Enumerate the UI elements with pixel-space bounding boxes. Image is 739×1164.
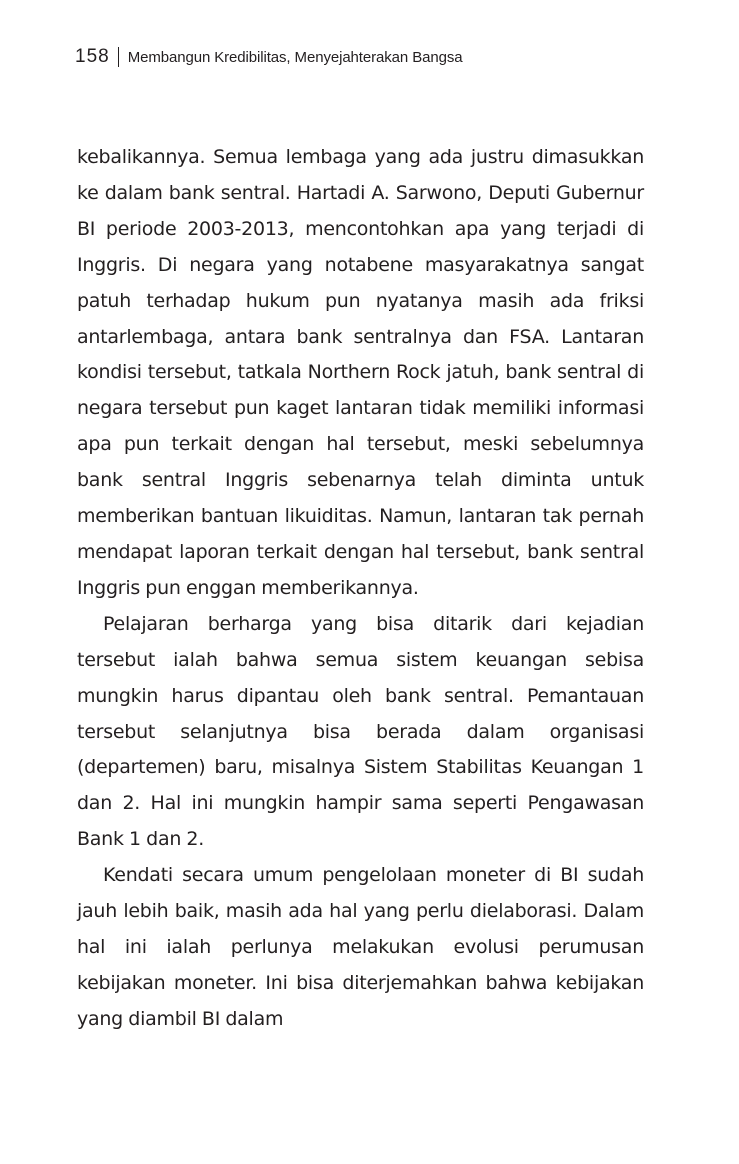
running-header	[75, 44, 462, 70]
paragraph: Pelajaran berharga yang bisa ditarik dari kejadian tersebut ialah bahwa semua sistem keuangan sebisa mungkin harus dipantau oleh bank sentral. Pemantauan tersebut selanjutnya bisa berada dalam organisasi (departemen) baru, misalnya Sistem Stabilitas Keuangan 1 dan 2. Hal ini mungkin hampir sama seperti Pengawasan Bank 1 dan 2.	[77, 612, 644, 851]
paragraph: Kendati secara umum pengelolaan moneter di BI sudah jauh lebih baik, masih ada hal yang perlu dielaborasi. Dalam hal ini ialah perlunya melakukan evolusi perumusan kebijakan moneter. Ini bisa diterjemahkan bahwa kebijakan yang diambil BI dalam	[77, 864, 644, 1030]
page-number: 158	[75, 46, 110, 67]
header-divider	[118, 47, 119, 67]
running-title: Membangun Kredibilitas, Menyejahterakan Bangsa	[127, 48, 463, 66]
paragraph-continued: kebalikannya. Semua lembaga yang ada justru dimasukkan ke dalam bank sentral. Hartadi A. Sarwono, Deputi Gubernur BI periode 2003-2013, mencontohkan apa yang terjadi di Inggris. Di negara yang notabene masyarakatnya sangat patuh terhadap hukum pun nyatanya masih ada friksi antarlembaga, antara bank sentralnya dan FSA. Lantaran kondisi tersebut, tatkala Northern Rock jatuh, bank sentral di negara tersebut pun kaget lantaran tidak memiliki informasi apa pun terkait dengan hal tersebut, meski sebelumnya bank sentral Inggris sebenarnya telah diminta untuk memberikan bantuan likuiditas. Namun, lantaran tak pernah mendapat laporan terkait dengan hal tersebut, bank sentral Inggris pun enggan memberikannya.	[77, 146, 644, 599]
body-text	[77, 140, 644, 1038]
